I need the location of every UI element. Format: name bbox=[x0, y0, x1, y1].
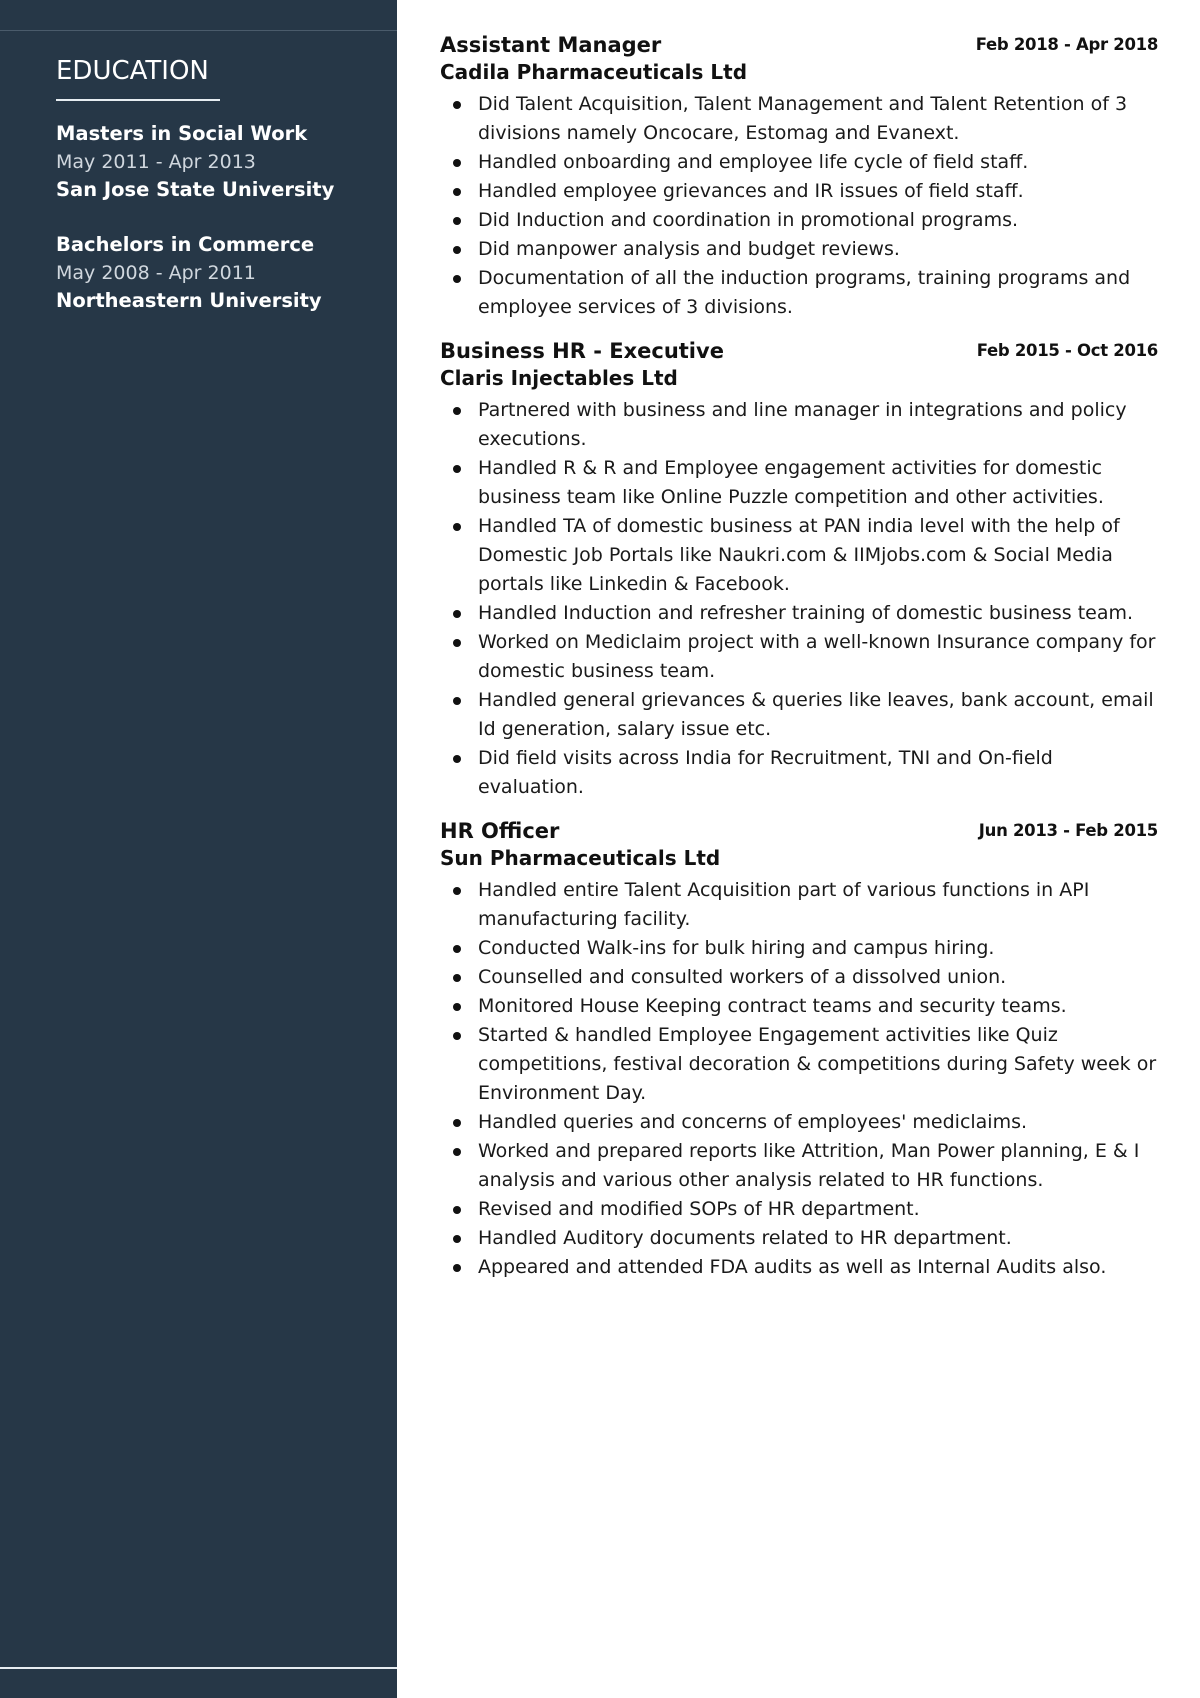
bullet-icon bbox=[453, 755, 461, 763]
education-school: San Jose State University bbox=[56, 178, 335, 201]
sidebar bbox=[0, 0, 397, 1698]
job-bullet bbox=[440, 206, 1158, 235]
education-dates: May 2011 - Apr 2013 bbox=[56, 151, 256, 173]
bullet-text: Handled onboarding and employee life cycle of field staff. bbox=[478, 151, 1029, 173]
job-company: Cadila Pharmaceuticals Ltd bbox=[440, 60, 748, 84]
education-item bbox=[56, 231, 376, 315]
job-bullet bbox=[440, 876, 1158, 934]
job-company: Claris Injectables Ltd bbox=[440, 366, 678, 390]
bullet-text: Did manpower analysis and budget reviews. bbox=[478, 238, 900, 260]
bullet-icon bbox=[453, 465, 461, 473]
bullet-icon bbox=[453, 523, 461, 531]
job-title: Business HR - Executive bbox=[440, 339, 724, 363]
bullet-icon bbox=[453, 101, 461, 109]
bullet-text: Did Talent Acquisition, Talent Management and Talent Retention of 3 divisions namely Oncocare, Estomag and Evanext. bbox=[478, 93, 1128, 144]
job-company: Sun Pharmaceuticals Ltd bbox=[440, 846, 721, 870]
job-bullet bbox=[440, 1253, 1158, 1282]
job-bullet bbox=[440, 177, 1158, 206]
bullet-text: Handled TA of domestic business at PAN india level with the help of Domestic Job Portals like Naukri.com & IIMjobs.com & Social Media portals like Linkedin & Facebook. bbox=[478, 515, 1120, 595]
job-bullet bbox=[440, 264, 1158, 322]
job-bullet bbox=[440, 396, 1158, 454]
bullet-icon bbox=[453, 1148, 461, 1156]
job-bullet bbox=[440, 628, 1158, 686]
education-list bbox=[56, 120, 376, 342]
bullet-text: Counselled and consulted workers of a dissolved union. bbox=[478, 966, 1007, 988]
job-header bbox=[440, 337, 1158, 365]
bullet-icon bbox=[453, 974, 461, 982]
bullet-icon bbox=[453, 887, 461, 895]
job-bullets bbox=[440, 90, 1158, 322]
education-dates: May 2008 - Apr 2011 bbox=[56, 262, 256, 284]
bullet-icon bbox=[453, 159, 461, 167]
job-bullet bbox=[440, 148, 1158, 177]
bullet-icon bbox=[453, 217, 461, 225]
bullet-icon bbox=[453, 1235, 461, 1243]
experience-section bbox=[440, 31, 1158, 1297]
job-bullets bbox=[440, 396, 1158, 802]
bullet-text: Partnered with business and line manager in integrations and policy executions. bbox=[478, 399, 1127, 450]
job-bullet bbox=[440, 1108, 1158, 1137]
job-header bbox=[440, 817, 1158, 845]
job-bullet bbox=[440, 512, 1158, 599]
bullet-text: Revised and modified SOPs of HR department. bbox=[478, 1198, 920, 1220]
bullet-icon bbox=[453, 246, 461, 254]
job-bullets bbox=[440, 876, 1158, 1282]
sidebar-bottom-divider bbox=[0, 1667, 397, 1669]
bullet-text: Documentation of all the induction programs, training programs and employee services of 3 divisions. bbox=[478, 267, 1131, 318]
bullet-icon bbox=[453, 1003, 461, 1011]
job-bullet bbox=[440, 599, 1158, 628]
job-bullet bbox=[440, 1224, 1158, 1253]
bullet-icon bbox=[453, 407, 461, 415]
bullet-text: Did Induction and coordination in promotional programs. bbox=[478, 209, 1019, 231]
bullet-text: Handled employee grievances and IR issues of field staff. bbox=[478, 180, 1024, 202]
job-entry bbox=[440, 31, 1158, 322]
bullet-icon bbox=[453, 275, 461, 283]
job-bullet bbox=[440, 686, 1158, 744]
job-bullet bbox=[440, 992, 1158, 1021]
bullet-icon bbox=[453, 945, 461, 953]
job-bullet bbox=[440, 1195, 1158, 1224]
job-entry bbox=[440, 337, 1158, 802]
education-item bbox=[56, 120, 376, 204]
job-bullet bbox=[440, 934, 1158, 963]
bullet-icon bbox=[453, 1119, 461, 1127]
job-bullet bbox=[440, 1021, 1158, 1108]
job-title: Assistant Manager bbox=[440, 33, 662, 57]
bullet-text: Handled general grievances & queries like leaves, bank account, email Id generation, salary issue etc. bbox=[478, 689, 1154, 740]
sidebar-top-divider bbox=[0, 30, 397, 31]
bullet-icon bbox=[453, 639, 461, 647]
education-heading: EDUCATION bbox=[56, 56, 209, 86]
bullet-text: Did field visits across India for Recruitment, TNI and On-field evaluation. bbox=[478, 747, 1053, 798]
job-bullet bbox=[440, 744, 1158, 802]
job-dates: Jun 2013 - Feb 2015 bbox=[978, 821, 1158, 840]
bullet-text: Handled entire Talent Acquisition part of various functions in API manufacturing facility. bbox=[478, 879, 1090, 930]
education-degree: Masters in Social Work bbox=[56, 122, 308, 145]
bullet-text: Started & handled Employee Engagement activities like Quiz competitions, festival decoration & competitions during Safety week or Environment Day. bbox=[478, 1024, 1157, 1104]
bullet-icon bbox=[453, 188, 461, 196]
bullet-icon bbox=[453, 1032, 461, 1040]
bullet-icon bbox=[453, 1264, 461, 1272]
bullet-icon bbox=[453, 1206, 461, 1214]
job-bullet bbox=[440, 235, 1158, 264]
bullet-icon bbox=[453, 610, 461, 618]
bullet-icon bbox=[453, 697, 461, 705]
bullet-text: Handled R & R and Employee engagement activities for domestic business team like Online Puzzle competition and other activities. bbox=[478, 457, 1104, 508]
job-title: HR Officer bbox=[440, 819, 560, 843]
job-header bbox=[440, 31, 1158, 59]
bullet-text: Worked and prepared reports like Attrition, Man Power planning, E & I analysis and various other analysis related to HR functions. bbox=[478, 1140, 1140, 1191]
bullet-text: Handled Induction and refresher training of domestic business team. bbox=[478, 602, 1134, 624]
job-bullet bbox=[440, 1137, 1158, 1195]
bullet-text: Worked on Mediclaim project with a well-known Insurance company for domestic business team. bbox=[478, 631, 1156, 682]
education-heading-underline bbox=[56, 99, 220, 101]
bullet-text: Appeared and attended FDA audits as well as Internal Audits also. bbox=[478, 1256, 1107, 1278]
bullet-text: Monitored House Keeping contract teams and security teams. bbox=[478, 995, 1067, 1017]
job-entry bbox=[440, 817, 1158, 1282]
bullet-text: Handled queries and concerns of employees' mediclaims. bbox=[478, 1111, 1028, 1133]
bullet-text: Handled Auditory documents related to HR department. bbox=[478, 1227, 1012, 1249]
bullet-text: Conducted Walk-ins for bulk hiring and campus hiring. bbox=[478, 937, 995, 959]
job-dates: Feb 2018 - Apr 2018 bbox=[975, 35, 1158, 54]
education-school: Northeastern University bbox=[56, 289, 322, 312]
job-dates: Feb 2015 - Oct 2016 bbox=[976, 341, 1158, 360]
job-bullet bbox=[440, 454, 1158, 512]
education-degree: Bachelors in Commerce bbox=[56, 233, 315, 256]
job-bullet bbox=[440, 963, 1158, 992]
job-bullet bbox=[440, 90, 1158, 148]
